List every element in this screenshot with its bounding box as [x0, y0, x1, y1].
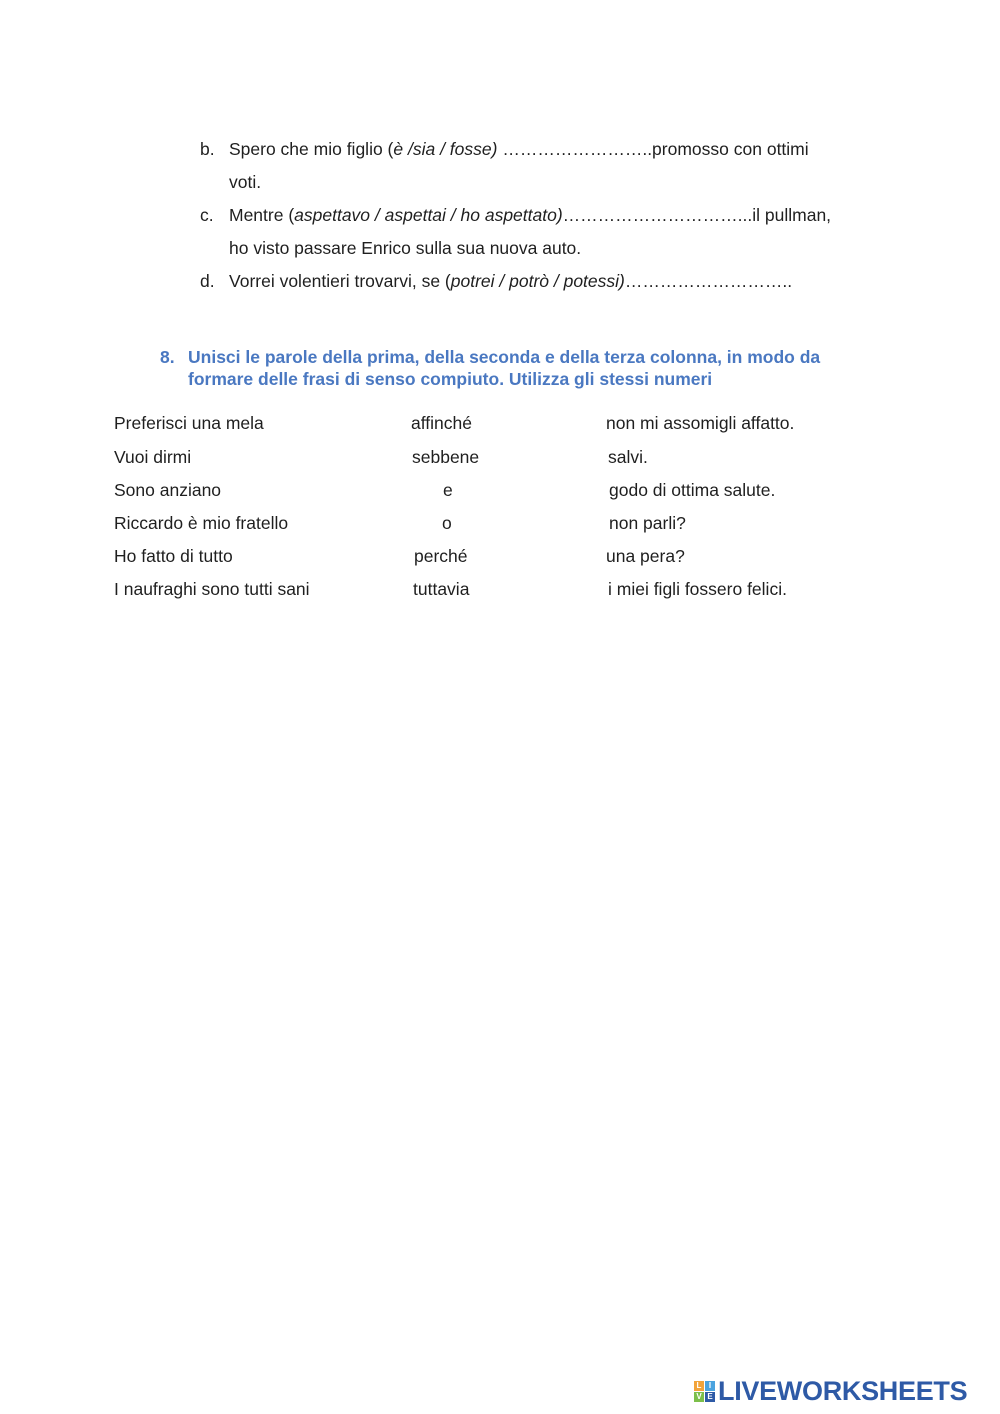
- col1-cell: Vuoi dirmi: [114, 447, 192, 467]
- col3-cell: i miei figli fossero felici.: [608, 579, 787, 599]
- item-text: Mentre (aspettavo / aspettai / ho aspettato)…………………………...il pullman,: [229, 205, 832, 225]
- col2-cell: affinché: [411, 413, 472, 433]
- col1-cell: Preferisci una mela: [114, 413, 264, 433]
- item-text-continuation: ho visto passare Enrico sulla sua nuova auto.: [229, 238, 582, 258]
- verb-options: aspettavo / aspettai / ho aspettato): [294, 205, 563, 225]
- col3-cell: una pera?: [606, 546, 685, 566]
- verb-options: è /sia / fosse): [393, 139, 498, 159]
- item-b: [200, 139, 900, 199]
- col2-cell: sebbene: [412, 447, 480, 467]
- item-letter: d.: [200, 271, 215, 291]
- col3-cell: non mi assomigli affatto.: [606, 413, 795, 433]
- col2-cell: e: [443, 480, 453, 500]
- exercise-heading: [160, 346, 900, 392]
- item-d: [200, 271, 900, 301]
- logo-letter: E: [705, 1392, 715, 1402]
- col3-cell: non parli?: [609, 513, 686, 533]
- item-letter: b.: [200, 139, 215, 159]
- exercise-instruction-line-2: formare delle frasi di senso compiuto. Utilizza gli stessi numeri: [188, 369, 713, 389]
- col1-cell: Ho fatto di tutto: [114, 546, 233, 566]
- exercise-number: 8.: [160, 347, 175, 367]
- logo-letter: I: [705, 1381, 715, 1391]
- logo-letter: V: [694, 1392, 704, 1402]
- col1-cell: Riccardo è mio fratello: [114, 513, 289, 533]
- col3-cell: godo di ottima salute.: [609, 480, 776, 500]
- col3-cell: salvi.: [608, 447, 648, 467]
- col1-cell: I naufraghi sono tutti sani: [114, 579, 310, 599]
- col1-cell: Sono anziano: [114, 480, 222, 500]
- item-c: [200, 205, 900, 265]
- col2-cell: tuttavia: [413, 579, 470, 599]
- logo-text: LIVEWORKSHEETS: [718, 1375, 968, 1406]
- verb-options: potrei / potrò / potessi): [450, 271, 625, 291]
- liveworksheets-logo: [694, 1377, 967, 1405]
- item-text: Spero che mio figlio (è /sia / fosse) ……………………..promosso con ottimi: [229, 139, 809, 159]
- col2-cell: perché: [414, 546, 468, 566]
- item-letter: c.: [200, 205, 214, 225]
- item-text: Vorrei volentieri trovarvi, se (potrei / potrò / potessi)………………………..: [229, 271, 793, 291]
- logo-mark-icon: [694, 1381, 715, 1402]
- col2-cell: o: [442, 513, 452, 533]
- item-text-continuation: voti.: [229, 172, 262, 192]
- exercise-instruction-line-1: Unisci le parole della prima, della seconda e della terza colonna, in modo da: [188, 347, 821, 367]
- logo-letter: L: [694, 1381, 704, 1391]
